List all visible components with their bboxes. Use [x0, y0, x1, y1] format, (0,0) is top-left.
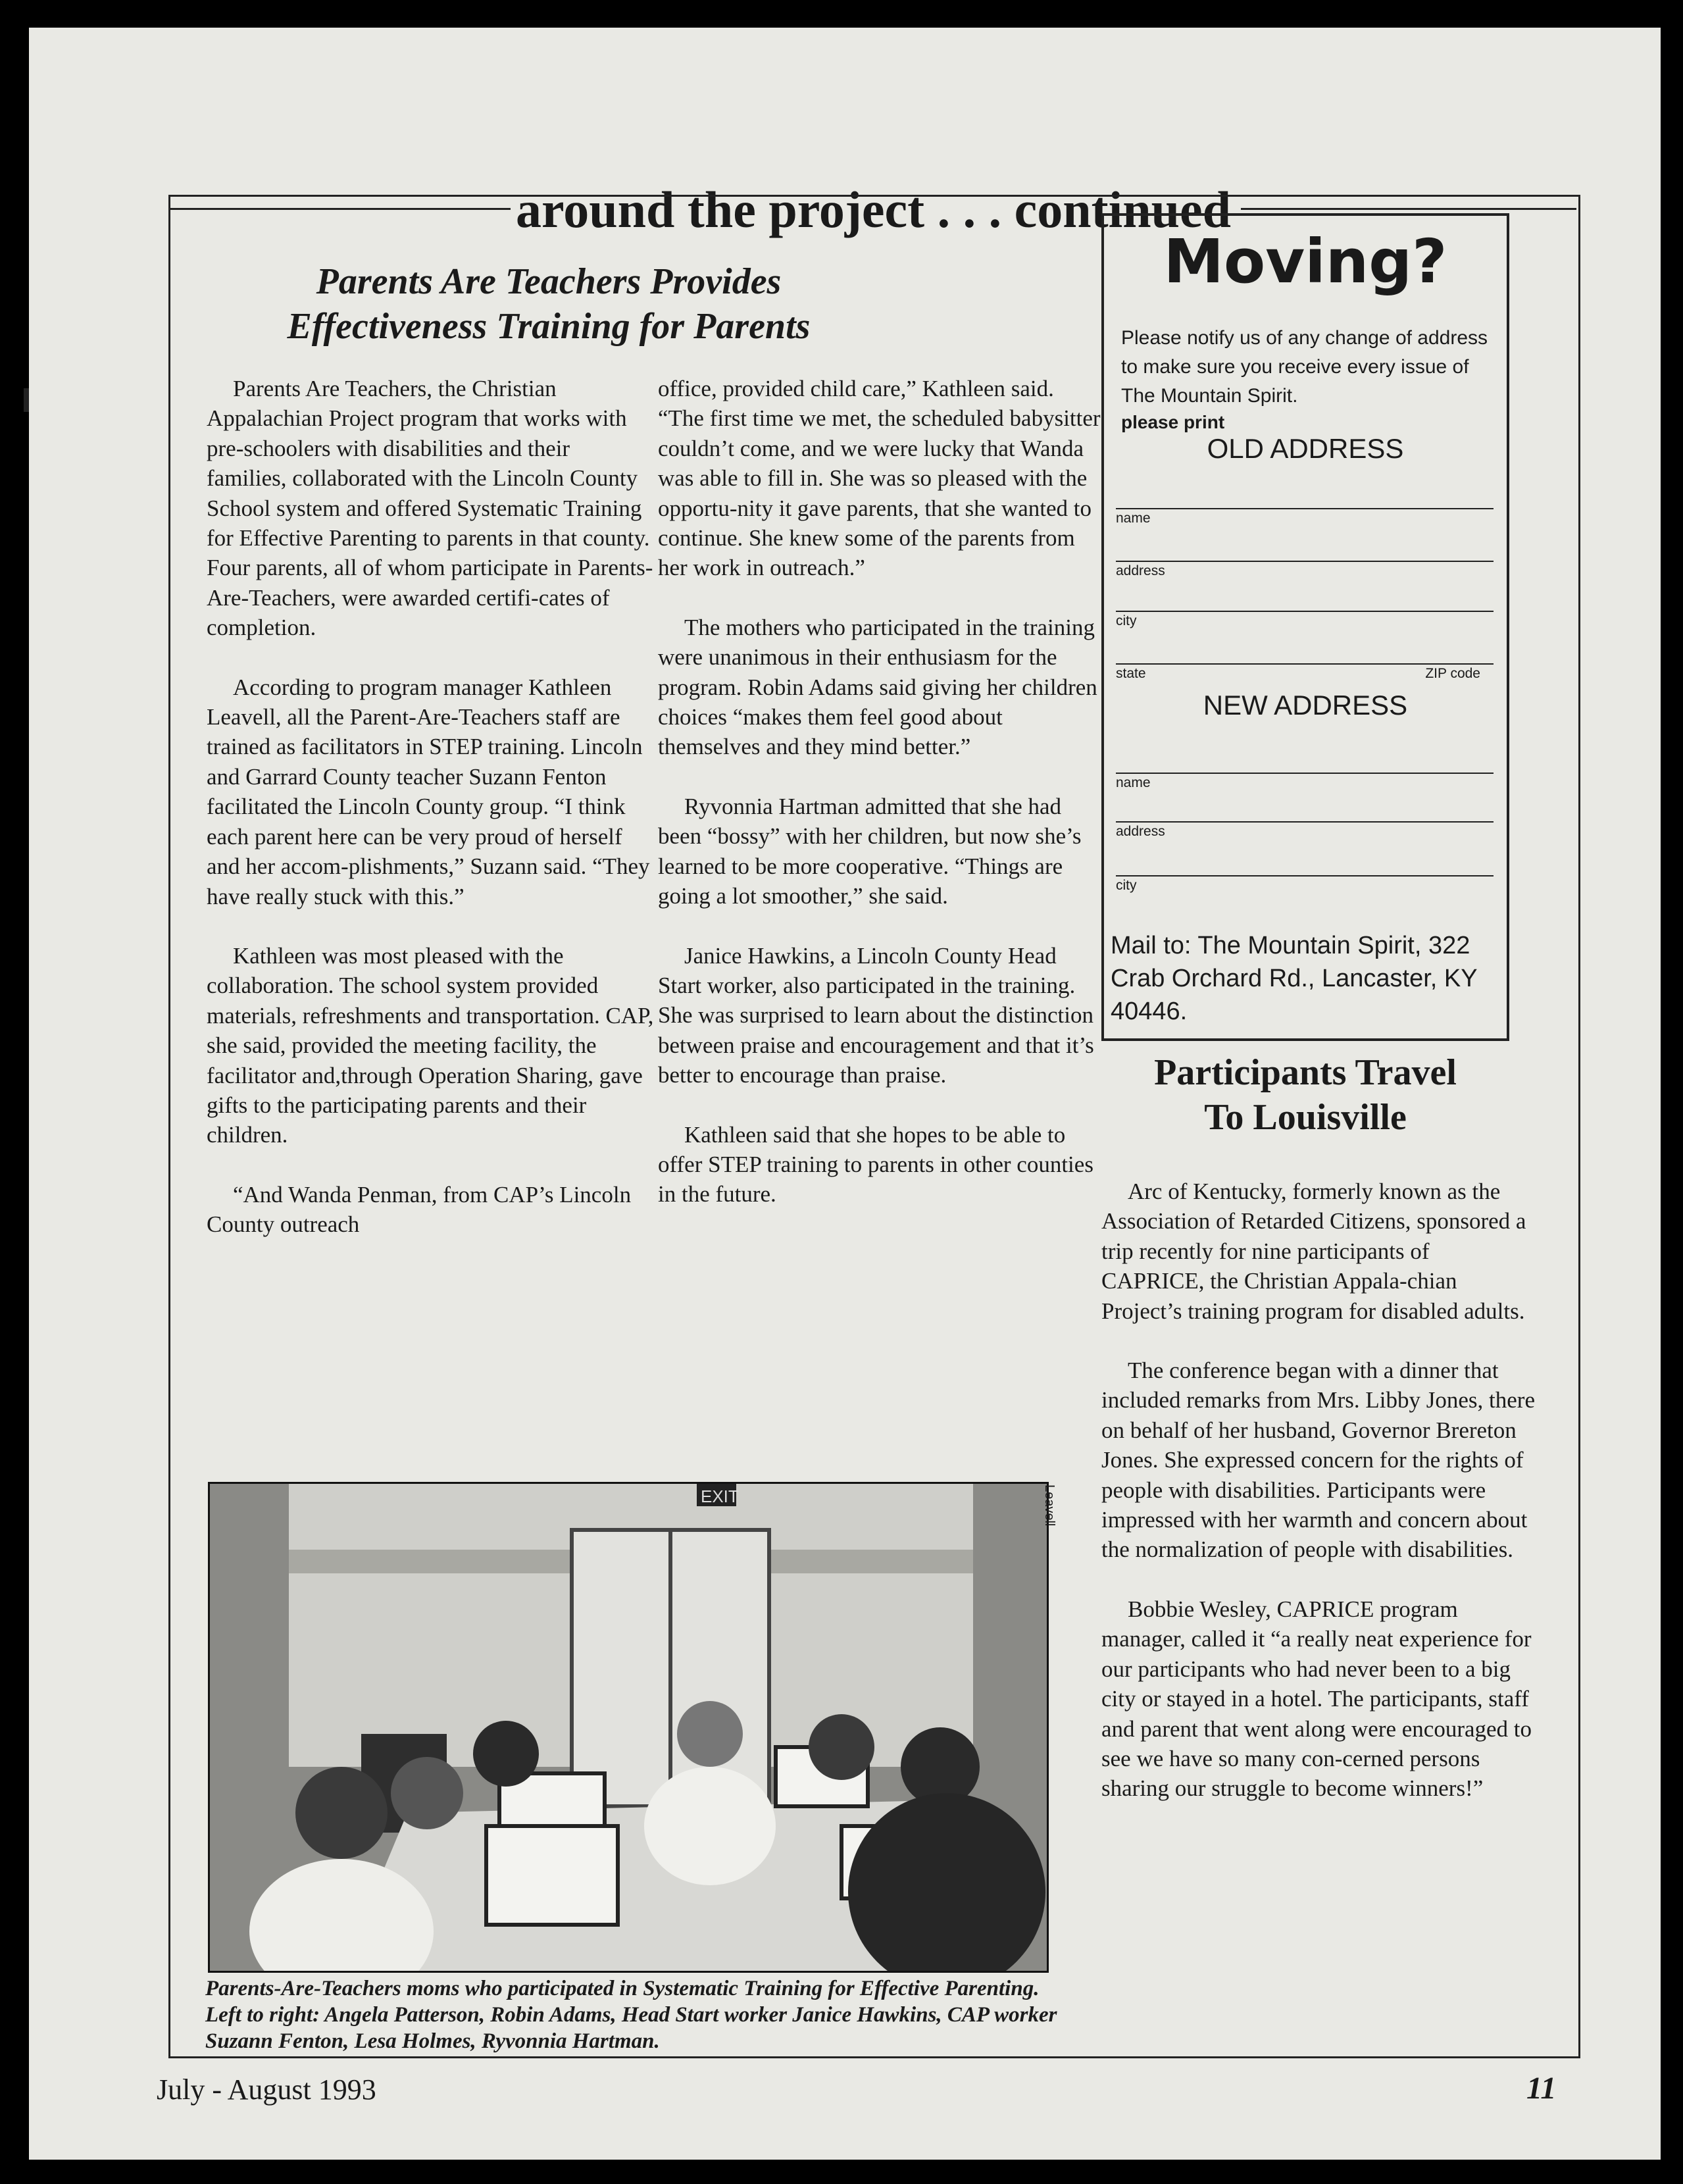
new-address-heading: NEW ADDRESS: [1203, 690, 1408, 721]
new-address-field[interactable]: [1116, 821, 1494, 839]
scan-edge-mark: [24, 388, 29, 412]
paragraph: office, provided child care,” Kathleen said. “The first time we met, the scheduled babysitter couldn’t come, and we were lucky that Wanda was able to fill in. She was so pleased with the opportu-nity it gave parents, that she wanted to continue. She knew some of the parents from her work in outreach.”: [658, 376, 1101, 581]
article2-column: [1101, 1177, 1536, 1833]
photo-caption: Parents-Are-Teachers moms who participated in Systematic Training for Effective Parenting. Left to right: Angela Patterson, Robin Adams, Head Start worker Janice Hawkins, CAP worker Suzann Fenton, Lesa Holmes, Ryvonnia Hartman.: [205, 1977, 1057, 2053]
field-label: city: [1116, 878, 1137, 893]
exit-sign-text: EXIT: [701, 1486, 739, 1506]
moving-title: Moving?: [1163, 226, 1447, 297]
paragraph: Kathleen was most pleased with the collaboration. The school system provided materials, refreshments and transportation. CAP, she said, provided the meeting facility, the facilitator and,through Operation Sharing, gave gifts to the participating parents and their children.: [207, 942, 654, 1148]
photo-credit: Leavell: [1042, 1485, 1057, 1527]
moving-intro: Please notify us of any change of address to make sure you receive every issue of The Mountain Spirit.: [1121, 327, 1488, 407]
new-city-field[interactable]: [1116, 875, 1494, 893]
old-city-field[interactable]: [1116, 611, 1494, 628]
article-title-line2: Effectiveness Training for Parents: [287, 306, 811, 347]
paragraph: Kathleen said that she hopes to be able to offer STEP training to parents in other counties in the future.: [658, 1121, 1093, 1207]
mail-to-address: Mail to: The Mountain Spirit, 322 Crab Orchard Rd., Lancaster, KY 40446.: [1111, 932, 1477, 1025]
article-column-2: [658, 374, 1105, 1239]
article2-title: [1101, 1050, 1509, 1140]
article2-title-line2: To Louisville: [1204, 1097, 1407, 1138]
paragraph: The mothers who participated in the training were unanimous in their enthusiasm for the program. Robin Adams said giving her children choices “makes them feel good about themselves and they mind better.”: [658, 614, 1097, 760]
photo-illustration: [210, 1484, 1047, 1971]
article-title: [220, 259, 878, 349]
field-label: city: [1116, 613, 1137, 628]
old-state-zip-field[interactable]: [1116, 663, 1494, 681]
article-column-1: [207, 374, 654, 1269]
article-title-line1: Parents Are Teachers Provides: [316, 261, 782, 302]
field-label: name: [1116, 511, 1151, 526]
old-name-field[interactable]: [1116, 508, 1494, 526]
paragraph: Bobbie Wesley, CAPRICE program manager, called it “a really neat experience for our participants who had never been to a big city or stayed in a hotel. The participants, staff and parent that went along were encouraged to see we have so many con-cerned persons sharing our struggle to become winners!”: [1101, 1596, 1532, 1802]
new-name-field[interactable]: [1116, 773, 1494, 790]
field-label: address: [1116, 563, 1165, 578]
paragraph: Parents Are Teachers, the Christian Appalachian Project program that works with pre-schoolers with disabilities and their families, collaborated with the Lincoln County School system and offered Systematic Training for Effective Parenting to parents in that county. Four parents, all of whom participate in Parents-Are-Teachers, were awarded certifi-cates of completion.: [207, 376, 653, 641]
field-label: address: [1116, 824, 1165, 839]
zip-label: ZIP code: [1425, 666, 1480, 681]
old-address-field[interactable]: [1116, 561, 1494, 578]
section-title: around the project . . . continued: [516, 181, 1232, 238]
magazine-page: [29, 28, 1661, 2160]
group-photo: [208, 1482, 1049, 1973]
field-label: state: [1116, 666, 1146, 681]
page-number: 11: [1526, 2071, 1557, 2106]
article2-title-line1: Participants Travel: [1154, 1052, 1457, 1093]
field-label: name: [1116, 775, 1151, 790]
change-of-address-form: [1101, 213, 1509, 1041]
please-print-label: please print: [1121, 412, 1225, 432]
issue-date: July - August 1993: [157, 2073, 376, 2106]
paragraph: Janice Hawkins, a Lincoln County Head Start worker, also participated in the training. She was surprised to learn about the distinction between praise and encouragement and that it’s better to encourage than praise.: [658, 942, 1094, 1088]
paragraph: The conference began with a dinner that included remarks from Mrs. Libby Jones, there on behalf of her husband, Governor Brereton Jones. She expressed concern for the rights of people with disabilities. Participants were impressed with her warmth and concern about the normalization of people with disabilities.: [1101, 1358, 1536, 1563]
old-address-heading: OLD ADDRESS: [1207, 433, 1404, 464]
paragraph: Arc of Kentucky, formerly known as the Association of Retarded Citizens, sponsored a trip recently for nine participants of CAPRICE, the Christian Appala-chian Project’s training program for disabled adults.: [1101, 1179, 1526, 1324]
paragraph: “And Wanda Penman, from CAP’s Lincoln County outreach: [207, 1181, 632, 1238]
paragraph: Ryvonnia Hartman admitted that she had been “bossy” with her children, but now she’s learned to be more cooperative. “Things are going a lot smoother,” she said.: [658, 793, 1082, 909]
paragraph: According to program manager Kathleen Leavell, all the Parent-Are-Teachers staff are trained as facilitators in STEP training. Lincoln and Garrard County teacher Suzann Fenton facilitated the Lincoln County group. “I think each parent here can be very proud of herself and her accom-plishments,” Suzann said. “They have really stuck with this.”: [207, 674, 650, 909]
